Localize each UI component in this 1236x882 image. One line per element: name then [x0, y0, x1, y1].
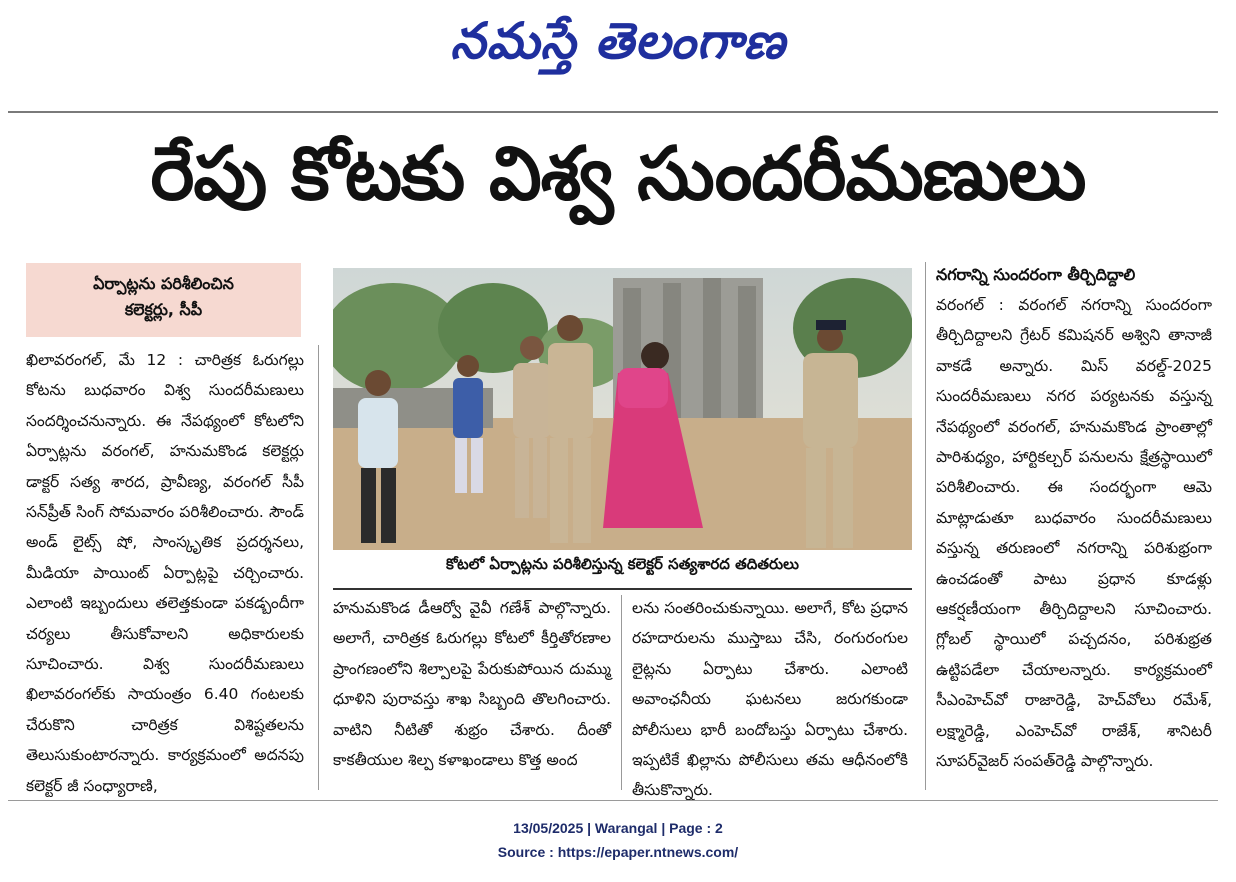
article-column-1 — [26, 345, 304, 801]
caption-divider — [333, 588, 912, 590]
masthead-divider — [8, 111, 1218, 113]
article-photo — [333, 268, 912, 550]
footer-divider — [8, 800, 1218, 801]
footer-date-edition: 13/05/2025 | Warangal | Page : 2 — [513, 820, 723, 836]
subheadline-line-1: ఏర్పాట్లను పరిశీలించిన — [93, 274, 234, 293]
column-4-text: వరంగల్‌ : వరంగల్‌ నగరాన్ని సుందరంగా తీర్చిదిద్దాలని గ్రేటర్‌ కమిషనర్‌ అశ్విని తానాజీ వాకడే అన్నారు. మిస్‌ వరల్డ్‌-2025 సుందరీమణులు నగర పర్యటనకు వస్తున్న నేపథ్యంలో వరంగల్‌, హనుమకొండ ప్రాంతాల్లో పారిశుధ్యం, హార్టికల్చర్‌ పనులను క్షేత్రస్థాయిలో పరిశీలించారు. ఈ సందర్భంగా ఆమె మాట్లాడుతూ బుధవారం సుందరీమణులు వస్తున్న తరుణంలో నగరాన్ని పరిశుభ్రంగా ఉంచడంతో పాటు ప్రధాన కూడళ్లు ఆకర్షణీయంగా తీర్చిదిద్దాలని సూచించారు. గ్లోబల్‌ స్థాయిలో పచ్చదనం, పరిశుభ్రత ఉట్టిపడేలా చేయాలన్నారు. కార్యక్రమంలో సీఎంహెచ్‌వో రాజారెడ్డి, హెచ్‌వోలు రమేశ్‌, లక్ష్మారెడ్డి, ఎంహెచ్‌వో రాజేశ్‌, శానిటరీ సూపర్‌వైజర్‌ సంపత్‌రెడ్డి పాల్గొన్నారు. — [936, 296, 1212, 771]
article-headline: రేపు కోటకు విశ్వ సుందరీమణులు — [150, 131, 1086, 217]
article-column-3 — [632, 593, 908, 806]
column-divider — [925, 262, 926, 790]
fort-inspection-photo — [333, 268, 912, 550]
column-3-text: లను సంతరించుకున్నాయి. అలాగే, కోట ప్రధాన రహదారులను ముస్తాబు చేసి, రంగురంగుల లైట్లను ఏర్పాటు చేశారు. ఎలాంటి అవాంఛనీయ ఘటనలు జరుగకుండా పోలీసులు భారీ బందోబస్తు ఏర్పాటు చేశారు. ఇప్పటికే ఖిల్లాను పోలీసులు తమ ఆధీనంలోకి తీసుకొన్నారు. — [632, 599, 908, 800]
article-column-2 — [333, 593, 611, 775]
photo-caption: కోటలో ఏర్పాట్లను పరిశీలిస్తున్న కలెక్టర్‌ సత్యశారద తదితరులు — [446, 555, 799, 573]
column-divider — [621, 595, 622, 790]
column-1-text: ఖిలావరంగల్‌, మే 12 : చారిత్రక ఓరుగల్లు కోటను బుధవారం విశ్వ సుందరీమణులు సందర్శించనున్నారు. ఈ నేపథ్యంలో కోటలోని ఏర్పాట్లను వరంగల్‌, హనుమకొండ కలెక్టర్లు డాక్టర్‌ సత్య శారద, ప్రావీణ్య, వరంగల్‌ సీపీ సన్‌ప్రీత్‌ సింగ్‌ సోమవారం పరిశీలించారు. సౌండ్‌ అండ్‌ లైట్స్‌ షో, సాంస్కృతిక ప్రదర్శనలు, మీడియా పాయింట్‌ ఏర్పాట్లపై చర్చించారు. ఎలాంటి ఇబ్బందులు తలెత్తకుండా పకడ్బందీగా చర్యలు తీసుకోవాలని అధికారులకు సూచించారు. విశ్వ సుందరీమణులు ఖిలావరంగల్‌కు సాయంత్రం 6.40 గంటలకు చేరుకొని చారిత్రక విశిష్టతలను తెలుసుకుంటారన్నారు. కార్యక్రమంలో అదనపు కలెక్టర్‌ జీ సంధ్యారాణి, — [26, 351, 304, 795]
newspaper-masthead: నమస్తే తెలంగాణ — [450, 11, 786, 70]
subheadline-line-2: కలెక్టర్లు, సీపీ — [124, 300, 203, 319]
column-divider — [318, 345, 319, 790]
footer-source-link[interactable]: Source : https://epaper.ntnews.com/ — [497, 844, 739, 860]
column-2-text: హనుమకొండ డీఆర్వో వైవీ గణేశ్‌ పాల్గొన్నారు. అలాగే, చారిత్రక ఓరుగల్లు కోటలో కీర్తితోరణాల ప్రాంగణంలోని శిల్పాలపై పేరుకుపోయిన దుమ్ము ధూళిని పురావస్తు శాఖ సిబ్బంది తొలగించారు. వాటిని నీటితో శుభ్రం చేశారు. దీంతో కాకతీయుల శిల్ప కళాఖండాలు కొత్త అంద — [333, 599, 611, 770]
article-column-4 — [936, 290, 1212, 777]
sidebar-story-title: నగరాన్ని సుందరంగా తీర్చిదిద్దాలి — [936, 265, 1136, 284]
article-subheadline-box — [26, 263, 301, 337]
